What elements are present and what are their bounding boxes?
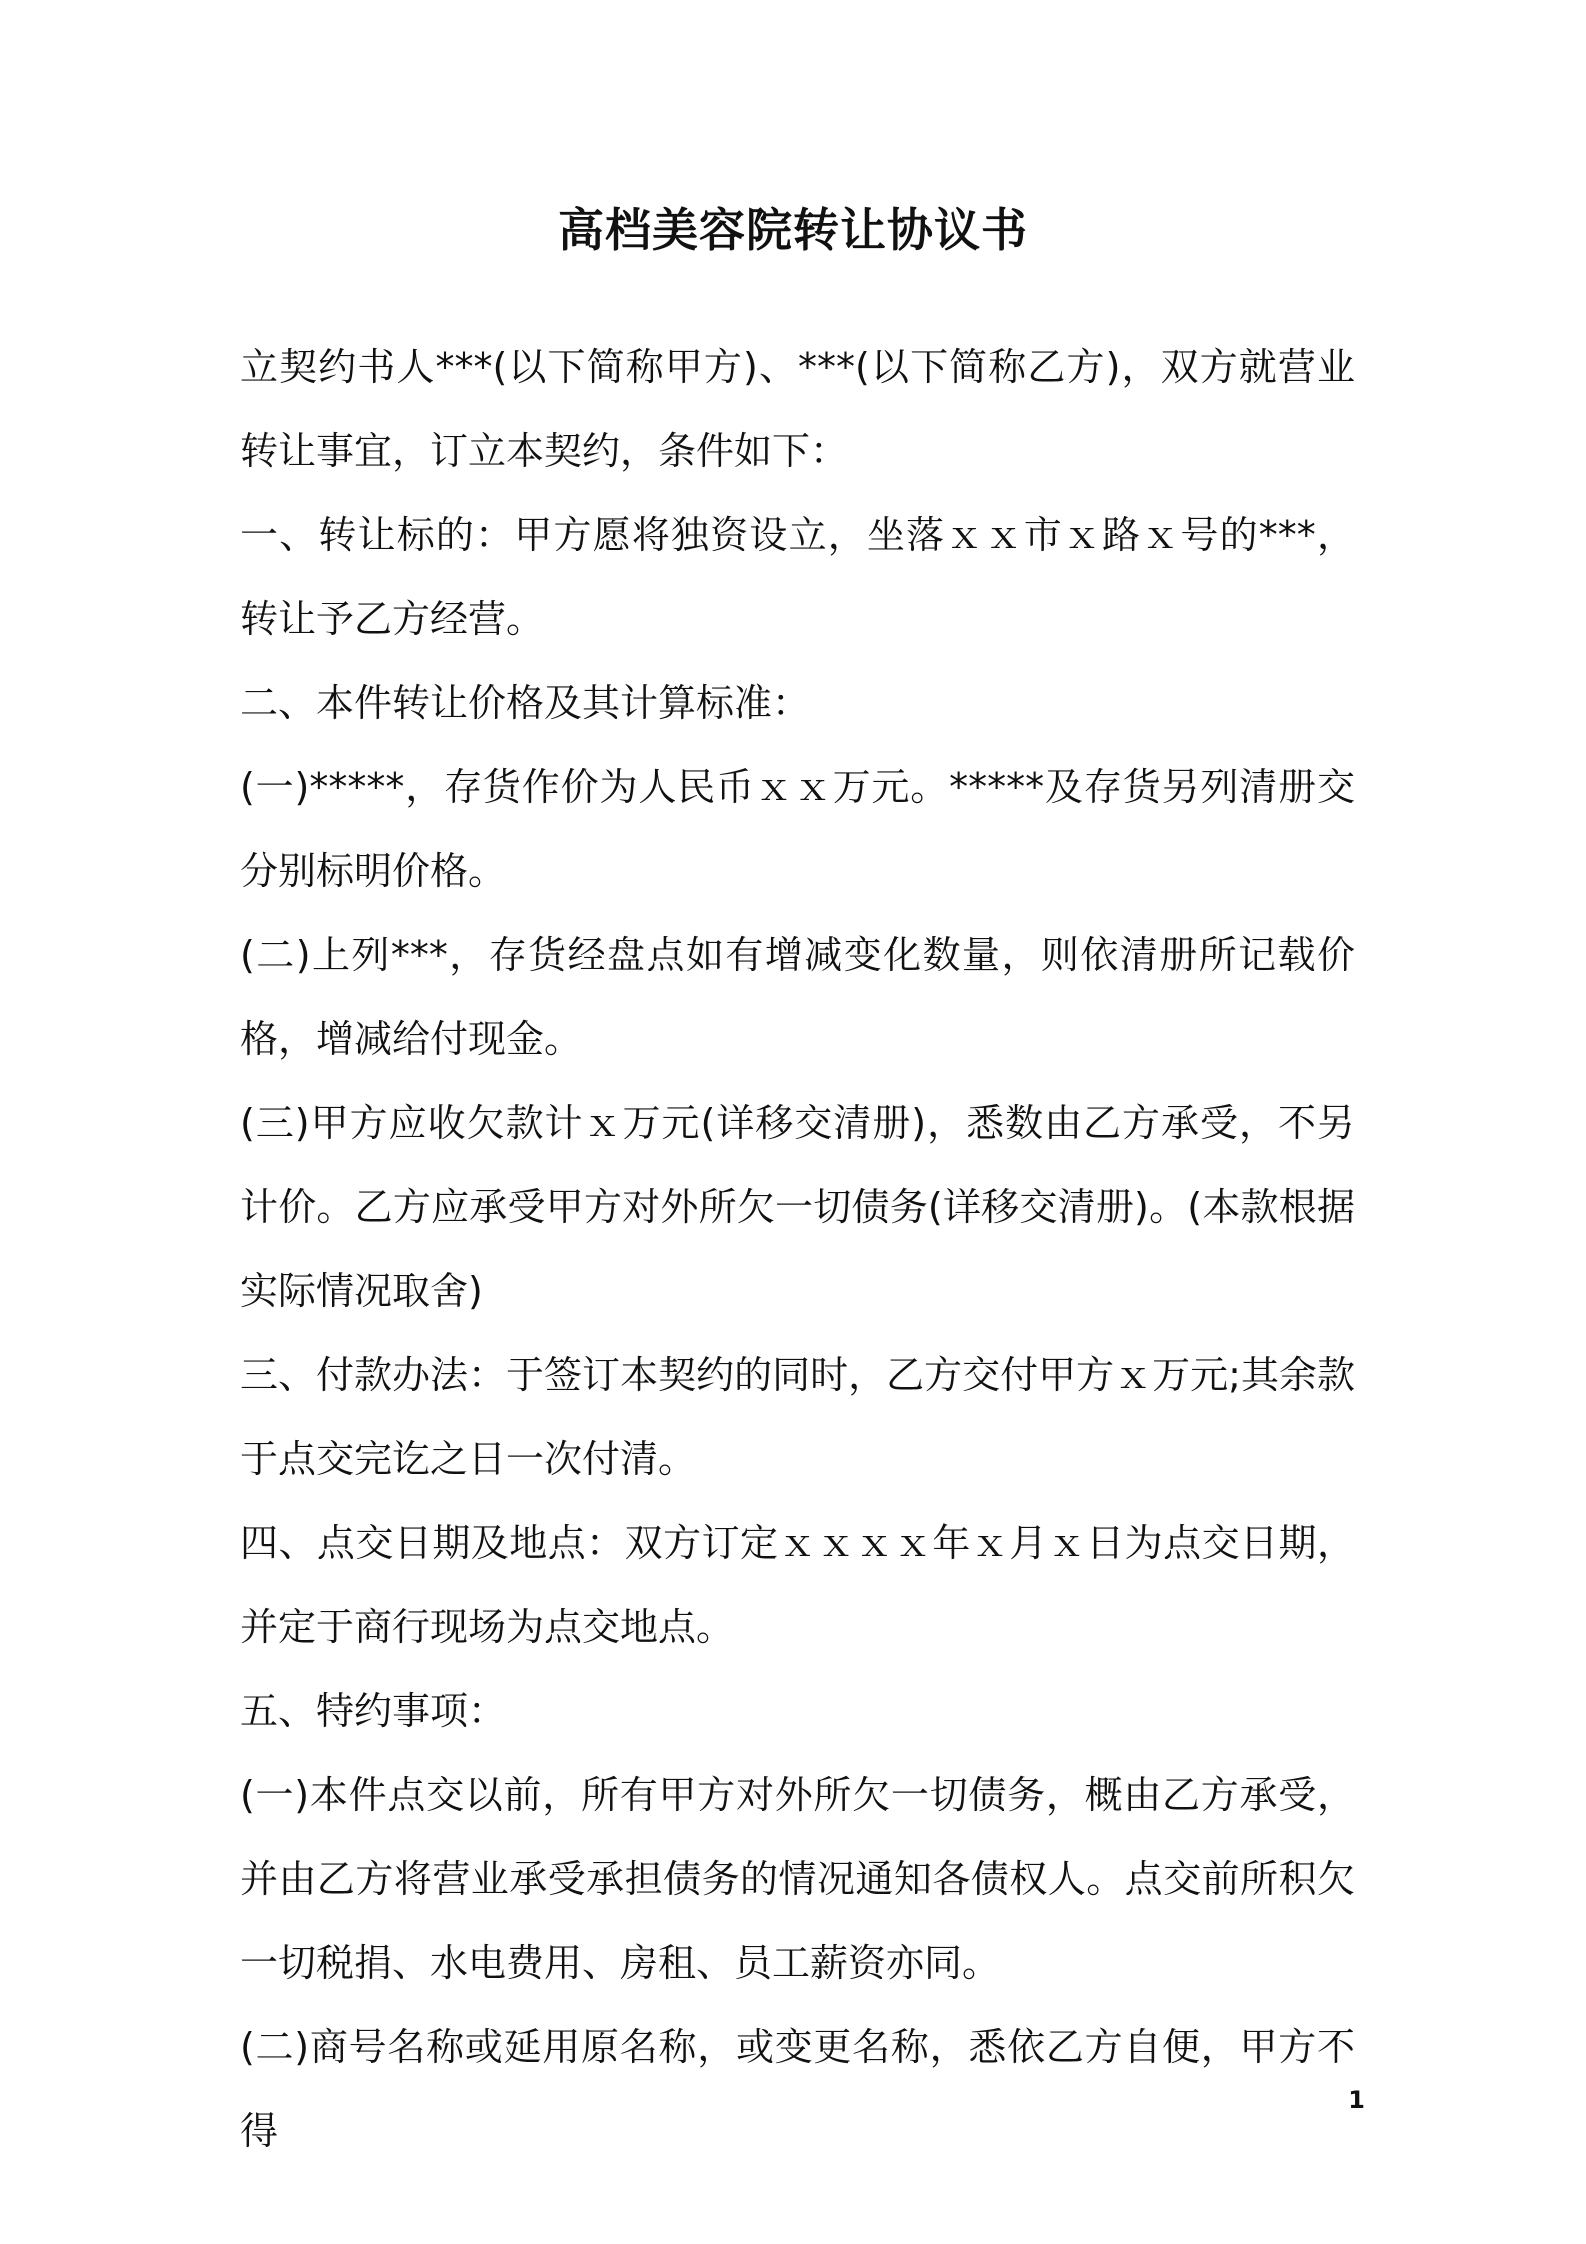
document-body	[240, 325, 1355, 2173]
paragraph-clause-4: 四、点交日期及地点：双方订定ｘｘｘｘ年ｘ月ｘ日为点交日期，并定于商行现场为点交地点。	[240, 1521, 1355, 1649]
paragraph-preamble: 立契约书人***(以下简称甲方)、***(以下简称乙方)，双方就营业转让事宜，订立本契约，条件如下：	[240, 345, 1355, 473]
paragraph-clause-5-2: (二)商号名称或延用原名称，或变更名称，悉依乙方自便，甲方不得	[240, 2025, 1355, 2153]
paragraph-clause-5: 五、特约事项：	[240, 1689, 507, 1733]
paragraph-clause-1: 一、转让标的：甲方愿将独资设立，坐落ｘｘ市ｘ路ｘ号的***，转让予乙方经营。	[240, 513, 1355, 641]
paragraph-clause-2-2: (二)上列***，存货经盘点如有增减变化数量，则依清册所记载价格，增减给付现金。	[240, 933, 1355, 1061]
document-title: 高档美容院转让协议书	[558, 203, 1028, 257]
paragraph-clause-3: 三、付款办法：于签订本契约的同时，乙方交付甲方ｘ万元;其余款于点交完讫之日一次付清。	[240, 1353, 1355, 1481]
paragraph-clause-5-1: (一)本件点交以前，所有甲方对外所欠一切债务，概由乙方承受，并由乙方将营业承受承担债务的情况通知各债权人。点交前所积欠一切税捐、水电费用、房租、员工薪资亦同。	[240, 1773, 1355, 1985]
paragraph-clause-2-3: (三)甲方应收欠款计ｘ万元(详移交清册)，悉数由乙方承受，不另计价。乙方应承受甲方对外所欠一切债务(详移交清册)。(本款根据实际情况取舍)	[240, 1101, 1355, 1313]
paragraph-clause-2-1: (一)*****，存货作价为人民币ｘｘ万元。*****及存货另列清册交分别标明价格。	[240, 765, 1355, 893]
paragraph-clause-2: 二、本件转让价格及其计算标准：	[240, 681, 811, 725]
page-number: 1	[1348, 2086, 1365, 2114]
